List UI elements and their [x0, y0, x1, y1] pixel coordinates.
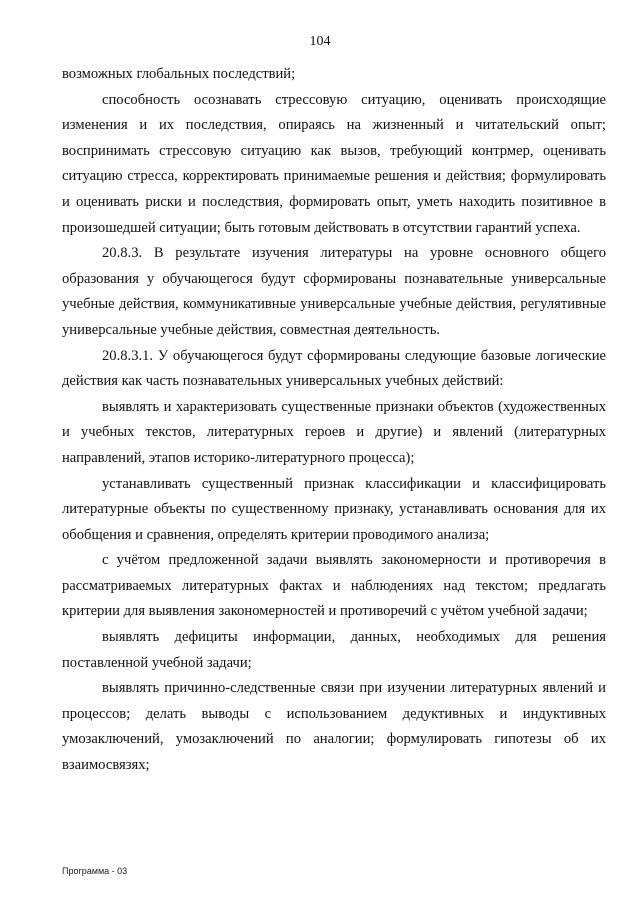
paragraph: с учётом предложенной задачи выявлять закономерности и противоречия в рассматриваемых литературных фактах и наблюдениях над текстом; предлагать критерии для выявления закономерностей и противоречий с учётом учебной задачи;: [62, 552, 606, 620]
paragraph: возможных глобальных последствий;: [62, 66, 296, 82]
page-number: 104: [309, 34, 331, 49]
page-footer: Программа - 03: [62, 866, 128, 876]
page-body: [62, 62, 606, 779]
paragraph: выявлять дефициты информации, данных, необходимых для решения поставленной учебной задачи;: [62, 629, 606, 671]
paragraph: 20.8.3. В результате изучения литературы на уровне основного общего образования у обучающегося будут сформированы познавательные универсальные учебные действия, коммуникативные универсальные учебные действия, регулятивные универсальные учебные действия, совместная деятельность.: [62, 245, 606, 338]
paragraph: выявлять и характеризовать существенные признаки объектов (художественных и учебных текстов, литературных героев и другие) и явлений (литературных направлений, этапов историко-литературного процесса);: [62, 398, 606, 466]
paragraph: устанавливать существенный признак классификации и классифицировать литературные объекты по существенному признаку, устанавливать основания для их обобщения и сравнения, определять критерии проводимого анализа;: [62, 475, 606, 543]
paragraph: способность осознавать стрессовую ситуацию, оценивать происходящие изменения и их последствия, опираясь на жизненный и читательский опыт; воспринимать стрессовую ситуацию как вызов, требующий контрмер, оценивать ситуацию стресса, корректировать принимаемые решения и действия; формулировать и оценивать риски и последствия, формировать опыт, уметь находить позитивное в произошедшей ситуации; быть готовым действовать в отсутствии гарантий успеха.: [62, 91, 606, 236]
paragraph: выявлять причинно-следственные связи при изучении литературных явлений и процессов; делать выводы с использованием дедуктивных и индуктивных умозаключений, умозаключений по аналогии; формулировать гипотезы об их взаимосвязях;: [62, 680, 606, 774]
paragraph: 20.8.3.1. У обучающегося будут сформированы следующие базовые логические действия как часть познавательных универсальных учебных действий:: [62, 347, 606, 390]
